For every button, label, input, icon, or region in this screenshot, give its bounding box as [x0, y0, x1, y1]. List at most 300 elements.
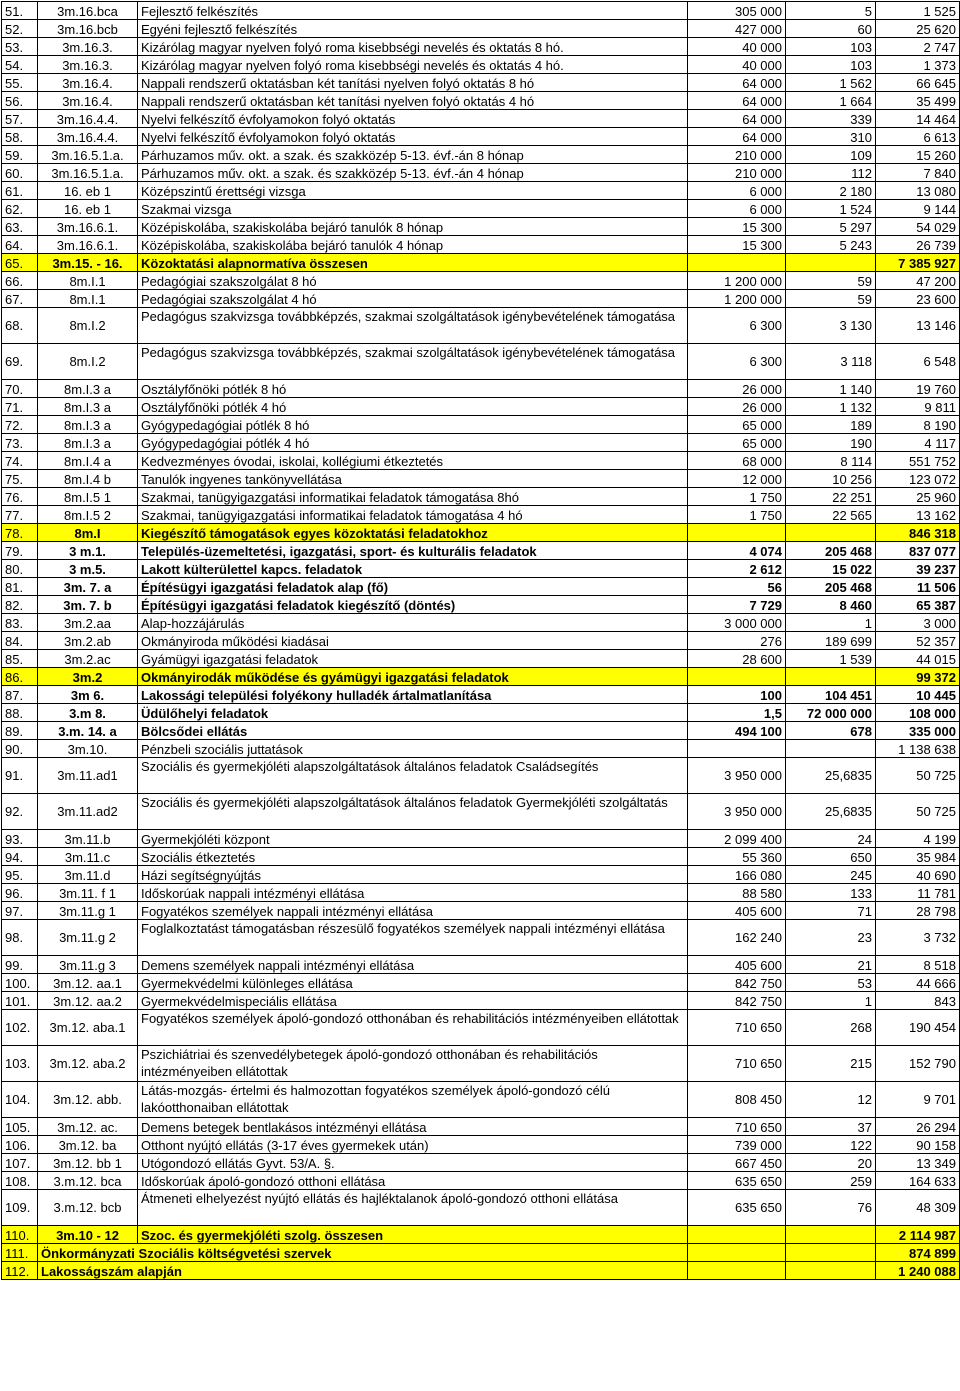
cell-amount: 123 072	[876, 470, 960, 488]
table-row	[2, 380, 960, 398]
table-row	[2, 974, 960, 992]
cell-amount: 13 080	[876, 182, 960, 200]
cell-rate: 210 000	[688, 146, 786, 164]
row-number: 72.	[2, 416, 38, 434]
cell-amount: 48 309	[876, 1190, 960, 1226]
row-title: Időskorúak ápoló-gondozó otthoni ellátása	[138, 1172, 688, 1190]
cell-quantity: 22 251	[786, 488, 876, 506]
row-number: 71.	[2, 398, 38, 416]
table-row	[2, 560, 960, 578]
table-row	[2, 416, 960, 434]
cell-rate: 710 650	[688, 1118, 786, 1136]
cell-rate: 635 650	[688, 1190, 786, 1226]
cell-quantity: 59	[786, 272, 876, 290]
table-row	[2, 866, 960, 884]
row-title: Nappali rendszerű oktatásban két tanítási nyelven folyó oktatás 8 hó	[138, 74, 688, 92]
row-code: 3m.2	[38, 668, 138, 686]
row-code: 8m.I.5 1	[38, 488, 138, 506]
cell-quantity: 650	[786, 848, 876, 866]
table-row	[2, 200, 960, 218]
row-title: Szoc. és gyermekjóléti szolg. összesen	[138, 1226, 688, 1244]
row-title: Fogyatékos személyek nappali intézményi ellátása	[138, 902, 688, 920]
table-row	[2, 686, 960, 704]
table-row	[2, 740, 960, 758]
cell-amount: 50 725	[876, 758, 960, 794]
cell-rate	[688, 1244, 786, 1262]
cell-quantity: 25,6835	[786, 758, 876, 794]
cell-quantity: 22 565	[786, 506, 876, 524]
row-code: 3m.12. abb.	[38, 1082, 138, 1118]
cell-amount: 7 840	[876, 164, 960, 182]
cell-rate: 842 750	[688, 992, 786, 1010]
table-row	[2, 506, 960, 524]
row-number: 55.	[2, 74, 38, 92]
row-number: 79.	[2, 542, 38, 560]
cell-amount: 6 548	[876, 344, 960, 380]
row-title: Szociális és gyermekjóléti alapszolgáltatások általános feladatok Gyermekjóléti szolgáltatás	[138, 794, 688, 830]
cell-quantity	[786, 1226, 876, 1244]
table-row	[2, 794, 960, 830]
cell-amount: 152 790	[876, 1046, 960, 1082]
cell-amount: 3 000	[876, 614, 960, 632]
cell-amount: 190 454	[876, 1010, 960, 1046]
cell-quantity: 71	[786, 902, 876, 920]
row-number: 94.	[2, 848, 38, 866]
row-title: Nappali rendszerű oktatásban két tanítási nyelven folyó oktatás 4 hó	[138, 92, 688, 110]
table-row	[2, 1226, 960, 1244]
cell-quantity: 21	[786, 956, 876, 974]
cell-rate: 166 080	[688, 866, 786, 884]
cell-amount: 44 015	[876, 650, 960, 668]
row-code: 3m.11.g 3	[38, 956, 138, 974]
row-title: Házi segítségnyújtás	[138, 866, 688, 884]
cell-rate	[688, 740, 786, 758]
table-row	[2, 398, 960, 416]
cell-quantity: 5	[786, 2, 876, 20]
row-title: Gyermekvédelmi különleges ellátása	[138, 974, 688, 992]
cell-quantity: 678	[786, 722, 876, 740]
row-code: 3m.15. - 16.	[38, 254, 138, 272]
cell-quantity: 215	[786, 1046, 876, 1082]
row-title: Fejlesztő felkészítés	[138, 2, 688, 20]
table-row	[2, 2, 960, 20]
cell-quantity: 3 130	[786, 308, 876, 344]
row-title: Okmányiroda működési kiadásai	[138, 632, 688, 650]
row-title: Kizárólag magyar nyelven folyó roma kisebbségi nevelés és oktatás 8 hó.	[138, 38, 688, 56]
cell-amount: 108 000	[876, 704, 960, 722]
cell-rate: 405 600	[688, 902, 786, 920]
cell-amount: 2 114 987	[876, 1226, 960, 1244]
row-number: 86.	[2, 668, 38, 686]
cell-amount: 66 645	[876, 74, 960, 92]
row-number: 93.	[2, 830, 38, 848]
row-code: 3m. 7. b	[38, 596, 138, 614]
row-title: Kedvezményes óvodai, iskolai, kollégiumi étkeztetés	[138, 452, 688, 470]
row-title: Pedagógiai szakszolgálat 4 hó	[138, 290, 688, 308]
table-row	[2, 182, 960, 200]
row-number: 112.	[2, 1262, 38, 1280]
row-title: Pénzbeli szociális juttatások	[138, 740, 688, 758]
table-row	[2, 74, 960, 92]
row-number: 90.	[2, 740, 38, 758]
cell-rate: 1,5	[688, 704, 786, 722]
row-code: 3m.11.ad2	[38, 794, 138, 830]
cell-quantity: 1 524	[786, 200, 876, 218]
row-number: 77.	[2, 506, 38, 524]
row-code: 8m.I.4 a	[38, 452, 138, 470]
cell-quantity: 12	[786, 1082, 876, 1118]
cell-rate: 1 200 000	[688, 290, 786, 308]
row-number: 101.	[2, 992, 38, 1010]
row-code: 16. eb 1	[38, 200, 138, 218]
table-row	[2, 38, 960, 56]
row-title: Gyógypedagógiai pótlék 8 hó	[138, 416, 688, 434]
row-number: 67.	[2, 290, 38, 308]
cell-rate: 15 300	[688, 236, 786, 254]
row-code: 3m.16.6.1.	[38, 218, 138, 236]
row-code: 3m. 7. a	[38, 578, 138, 596]
row-code: 3m.16.3.	[38, 56, 138, 74]
table-row	[2, 524, 960, 542]
table-row	[2, 884, 960, 902]
row-code: 3 m.5.	[38, 560, 138, 578]
cell-quantity: 72 000 000	[786, 704, 876, 722]
table-row	[2, 992, 960, 1010]
table-row	[2, 254, 960, 272]
table-row	[2, 434, 960, 452]
row-title: Átmeneti elhelyezést nyújtó ellátás és hajléktalanok ápoló-gondozó otthoni ellátása	[138, 1190, 688, 1226]
row-title: Nyelvi felkészítő évfolyamokon folyó oktatás	[138, 128, 688, 146]
row-code: 8m.I.1	[38, 290, 138, 308]
row-number: 92.	[2, 794, 38, 830]
row-code: 3m.16.bca	[38, 2, 138, 20]
row-number: 108.	[2, 1172, 38, 1190]
row-code: 8m.I	[38, 524, 138, 542]
row-title: Önkormányzati Szociális költségvetési szervek	[38, 1244, 688, 1262]
cell-rate: 15 300	[688, 218, 786, 236]
cell-rate: 1 750	[688, 488, 786, 506]
cell-rate: 6 000	[688, 200, 786, 218]
cell-rate: 65 000	[688, 416, 786, 434]
row-title: Szociális étkeztetés	[138, 848, 688, 866]
cell-quantity: 112	[786, 164, 876, 182]
cell-amount: 4 117	[876, 434, 960, 452]
cell-quantity: 20	[786, 1154, 876, 1172]
row-number: 81.	[2, 578, 38, 596]
cell-quantity	[786, 668, 876, 686]
cell-amount: 11 506	[876, 578, 960, 596]
row-title: Közoktatási alapnormatíva összesen	[138, 254, 688, 272]
cell-quantity	[786, 1244, 876, 1262]
table-row	[2, 488, 960, 506]
table-row	[2, 830, 960, 848]
row-code: 3m.12. aba.2	[38, 1046, 138, 1082]
cell-quantity: 189 699	[786, 632, 876, 650]
row-number: 62.	[2, 200, 38, 218]
row-number: 87.	[2, 686, 38, 704]
row-number: 89.	[2, 722, 38, 740]
cell-rate: 635 650	[688, 1172, 786, 1190]
row-code: 3m.2.aa	[38, 614, 138, 632]
row-number: 88.	[2, 704, 38, 722]
cell-amount: 54 029	[876, 218, 960, 236]
cell-quantity	[786, 524, 876, 542]
table-row	[2, 920, 960, 956]
row-number: 73.	[2, 434, 38, 452]
row-title: Lakott külterülettel kapcs. feladatok	[138, 560, 688, 578]
row-code: 3m.12. aa.2	[38, 992, 138, 1010]
cell-quantity: 76	[786, 1190, 876, 1226]
cell-rate: 305 000	[688, 2, 786, 20]
cell-rate: 6 000	[688, 182, 786, 200]
cell-rate: 276	[688, 632, 786, 650]
row-number: 63.	[2, 218, 38, 236]
cell-amount: 843	[876, 992, 960, 1010]
cell-rate: 1 200 000	[688, 272, 786, 290]
cell-amount: 47 200	[876, 272, 960, 290]
cell-amount: 1 525	[876, 2, 960, 20]
row-number: 64.	[2, 236, 38, 254]
cell-quantity: 1	[786, 614, 876, 632]
table-row	[2, 92, 960, 110]
row-code: 3m.2.ac	[38, 650, 138, 668]
row-number: 107.	[2, 1154, 38, 1172]
cell-amount: 335 000	[876, 722, 960, 740]
cell-rate: 26 000	[688, 380, 786, 398]
cell-amount: 26 294	[876, 1118, 960, 1136]
row-title: Építésügyi igazgatási feladatok alap (fő)	[138, 578, 688, 596]
cell-quantity: 5 243	[786, 236, 876, 254]
cell-amount: 2 747	[876, 38, 960, 56]
table-row	[2, 902, 960, 920]
cell-amount: 551 752	[876, 452, 960, 470]
table-row	[2, 164, 960, 182]
cell-quantity: 205 468	[786, 578, 876, 596]
row-code: 3m.11. f 1	[38, 884, 138, 902]
cell-rate: 64 000	[688, 128, 786, 146]
cell-quantity: 103	[786, 38, 876, 56]
row-number: 68.	[2, 308, 38, 344]
row-title: Gyermekvédelmispeciális ellátása	[138, 992, 688, 1010]
cell-quantity: 3 118	[786, 344, 876, 380]
cell-rate: 6 300	[688, 344, 786, 380]
row-title: Szakmai, tanügyigazgatási informatikai feladatok támogatása 8hó	[138, 488, 688, 506]
table-row	[2, 452, 960, 470]
row-title: Szakmai vizsga	[138, 200, 688, 218]
cell-amount: 52 357	[876, 632, 960, 650]
cell-rate: 3 950 000	[688, 794, 786, 830]
row-title: Bölcsődei ellátás	[138, 722, 688, 740]
cell-rate: 28 600	[688, 650, 786, 668]
table-row	[2, 128, 960, 146]
row-code: 3m.11.g 2	[38, 920, 138, 956]
cell-quantity	[786, 1262, 876, 1280]
cell-amount: 14 464	[876, 110, 960, 128]
budget-table-body	[2, 2, 960, 1280]
cell-rate: 667 450	[688, 1154, 786, 1172]
table-row	[2, 1172, 960, 1190]
cell-amount: 11 781	[876, 884, 960, 902]
row-number: 80.	[2, 560, 38, 578]
cell-amount: 44 666	[876, 974, 960, 992]
row-number: 74.	[2, 452, 38, 470]
row-code: 3m.10.	[38, 740, 138, 758]
table-row	[2, 56, 960, 74]
cell-rate: 739 000	[688, 1136, 786, 1154]
cell-quantity: 190	[786, 434, 876, 452]
cell-amount: 9 811	[876, 398, 960, 416]
cell-quantity: 8 114	[786, 452, 876, 470]
row-code: 8m.I.1	[38, 272, 138, 290]
cell-rate: 162 240	[688, 920, 786, 956]
row-title: Párhuzamos műv. okt. a szak. és szakközép 5-13. évf.-án 4 hónap	[138, 164, 688, 182]
cell-quantity: 268	[786, 1010, 876, 1046]
cell-rate	[688, 668, 786, 686]
row-number: 60.	[2, 164, 38, 182]
row-title: Építésügyi igazgatási feladatok kiegészítő (döntés)	[138, 596, 688, 614]
row-code: 3m.16.bcb	[38, 20, 138, 38]
cell-amount: 3 732	[876, 920, 960, 956]
cell-amount: 13 349	[876, 1154, 960, 1172]
cell-quantity	[786, 740, 876, 758]
row-number: 99.	[2, 956, 38, 974]
cell-rate	[688, 1226, 786, 1244]
cell-amount: 10 445	[876, 686, 960, 704]
table-row	[2, 1010, 960, 1046]
cell-rate: 210 000	[688, 164, 786, 182]
cell-rate: 3 950 000	[688, 758, 786, 794]
row-title: Középszintű érettségi vizsga	[138, 182, 688, 200]
cell-amount: 1 240 088	[876, 1262, 960, 1280]
cell-rate: 2 099 400	[688, 830, 786, 848]
row-title: Nyelvi felkészítő évfolyamokon folyó oktatás	[138, 110, 688, 128]
row-title: Demens betegek bentlakásos intézményi ellátása	[138, 1118, 688, 1136]
row-title: Gyámügyi igazgatási feladatok	[138, 650, 688, 668]
row-title: Középiskolába, szakiskolába bejáró tanulók 8 hónap	[138, 218, 688, 236]
table-row	[2, 110, 960, 128]
row-number: 69.	[2, 344, 38, 380]
table-row	[2, 308, 960, 344]
row-code: 3m.16.6.1.	[38, 236, 138, 254]
table-row	[2, 542, 960, 560]
cell-rate: 1 750	[688, 506, 786, 524]
cell-rate: 6 300	[688, 308, 786, 344]
cell-rate: 7 729	[688, 596, 786, 614]
cell-amount: 8 190	[876, 416, 960, 434]
table-row	[2, 1262, 960, 1280]
row-title: Lakosságszám alapján	[38, 1262, 688, 1280]
cell-rate	[688, 254, 786, 272]
table-row	[2, 578, 960, 596]
row-number: 59.	[2, 146, 38, 164]
cell-quantity: 15 022	[786, 560, 876, 578]
row-title: Látás-mozgás- értelmi és halmozottan fogyatékos személyek ápoló-gondozó célú lakóotthonaiban ellátottak	[138, 1082, 688, 1118]
row-number: 56.	[2, 92, 38, 110]
row-title: Utógondozó ellátás Gyvt. 53/A. §.	[138, 1154, 688, 1172]
row-number: 91.	[2, 758, 38, 794]
cell-rate: 100	[688, 686, 786, 704]
row-number: 84.	[2, 632, 38, 650]
cell-quantity: 1 132	[786, 398, 876, 416]
cell-rate: 40 000	[688, 56, 786, 74]
row-number: 109.	[2, 1190, 38, 1226]
row-number: 103.	[2, 1046, 38, 1082]
row-number: 58.	[2, 128, 38, 146]
row-title: Fogyatékos személyek ápoló-gondozó otthonában és rehabilitációs intézményeiben ellátottak	[138, 1010, 688, 1046]
cell-quantity: 189	[786, 416, 876, 434]
row-title: Foglalkoztatást támogatásban részesülő fogyatékos személyek nappali intézményi ellátása	[138, 920, 688, 956]
cell-rate: 494 100	[688, 722, 786, 740]
row-number: 61.	[2, 182, 38, 200]
cell-quantity	[786, 254, 876, 272]
row-title: Alap-hozzájárulás	[138, 614, 688, 632]
row-code: 3m.16.5.1.a.	[38, 146, 138, 164]
row-title: Kizárólag magyar nyelven folyó roma kisebbségi nevelés és oktatás 4 hó.	[138, 56, 688, 74]
row-code: 8m.I.2	[38, 308, 138, 344]
table-row	[2, 272, 960, 290]
cell-amount: 19 760	[876, 380, 960, 398]
cell-quantity: 8 460	[786, 596, 876, 614]
row-number: 111.	[2, 1244, 38, 1262]
cell-quantity: 104 451	[786, 686, 876, 704]
row-number: 104.	[2, 1082, 38, 1118]
cell-amount: 13 146	[876, 308, 960, 344]
row-number: 65.	[2, 254, 38, 272]
row-code: 3m.16.4.	[38, 92, 138, 110]
cell-quantity: 59	[786, 290, 876, 308]
table-row	[2, 290, 960, 308]
row-code: 3m.12. aba.1	[38, 1010, 138, 1046]
cell-quantity: 53	[786, 974, 876, 992]
cell-quantity: 133	[786, 884, 876, 902]
cell-amount: 65 387	[876, 596, 960, 614]
row-code: 8m.I.3 a	[38, 398, 138, 416]
table-row	[2, 1154, 960, 1172]
cell-rate: 65 000	[688, 434, 786, 452]
row-number: 82.	[2, 596, 38, 614]
cell-rate: 12 000	[688, 470, 786, 488]
cell-rate: 64 000	[688, 110, 786, 128]
row-title: Pszichiátriai és szenvedélybetegek ápoló-gondozó otthonában és rehabilitációs intézményeiben ellátottak	[138, 1046, 688, 1082]
cell-quantity: 103	[786, 56, 876, 74]
cell-quantity: 339	[786, 110, 876, 128]
table-row	[2, 1190, 960, 1226]
cell-quantity: 5 297	[786, 218, 876, 236]
cell-rate: 55 360	[688, 848, 786, 866]
table-row	[2, 848, 960, 866]
row-number: 78.	[2, 524, 38, 542]
budget-table	[1, 1, 960, 1280]
row-number: 66.	[2, 272, 38, 290]
cell-amount: 26 739	[876, 236, 960, 254]
cell-rate	[688, 524, 786, 542]
row-title: Egyéni fejlesztő felkészítés	[138, 20, 688, 38]
row-number: 53.	[2, 38, 38, 56]
cell-rate: 842 750	[688, 974, 786, 992]
row-code: 8m.I.2	[38, 344, 138, 380]
cell-quantity: 2 180	[786, 182, 876, 200]
row-number: 97.	[2, 902, 38, 920]
cell-rate: 427 000	[688, 20, 786, 38]
cell-quantity: 1 140	[786, 380, 876, 398]
cell-amount: 39 237	[876, 560, 960, 578]
table-row	[2, 344, 960, 380]
cell-quantity: 1	[786, 992, 876, 1010]
row-code: 3m.16.4.4.	[38, 128, 138, 146]
row-code: 3m.11.ad1	[38, 758, 138, 794]
cell-quantity: 122	[786, 1136, 876, 1154]
cell-quantity: 310	[786, 128, 876, 146]
